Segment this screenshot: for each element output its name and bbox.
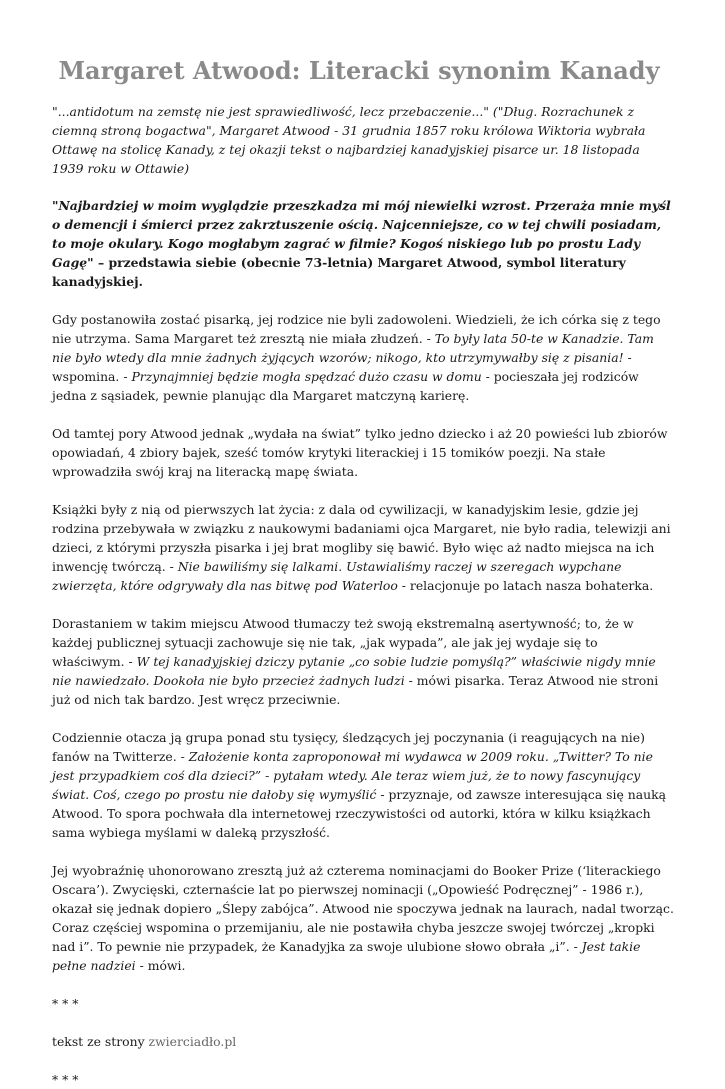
p6-quote-b: Jest takie pełne nadziei bbox=[52, 939, 641, 973]
p3-text-a: Książki były z nią od pierwszych lat życia: z dala od cywilizacji, w kanadyjskim lesie, gdzie jej rodzina przebywała w związku z naukowymi badaniami ojca Margaret, nie było radia, telewizji ani dzieci, z którymi przyszła pisarka i jej brat mogliby się bawić. Było więc aż nadto miejsca na ich inwencję twórczą. - bbox=[52, 502, 671, 574]
intro-quote: "...antidotum na zemstę nie jest sprawiedliwość, lecz przebaczenie..." ("Dług. Rozrachunek z ciemną stroną bogactwa", Margaret Atwood - 31 grudnia 1857 roku królowa Wiktoria wybrała Ottawę na stolicę Kanady, z tej okazji tekst o najbardziej kanadyjskiej pisarce ur. 18 listopada 1939 roku w Ottawie) bbox=[52, 104, 646, 176]
article bbox=[52, 0, 674, 1089]
p4-quote-b: W tej kanadyjskiej dziczy pytanie „co sobie ludzie pomyślą?” właściwie nigdy mnie nie nawiedzało. Dookoła nie było przecież żadnych ludzi bbox=[52, 654, 656, 688]
p4-text-a: Dorastaniem w takim miejscu Atwood tłumaczy też swoją ekstremalną asertywność; to, że w każdej publicznej sytuacji zachowuje się nie tak, „jak wypada”, ale jak jej wydaje się to właściwym. - bbox=[52, 616, 634, 669]
p6-text-c: - mówi. bbox=[135, 958, 186, 973]
source-line bbox=[52, 1032, 674, 1051]
p4-text-c: - mówi pisarka. Teraz Atwood nie stroni już od nich tak bardzo. Jest wręcz przeciwnie. bbox=[52, 673, 659, 707]
intro-paragraph bbox=[52, 102, 674, 178]
lead-rest: " – przedstawia siebie (obecnie 73-letnia) Margaret Atwood, symbol literatury kanadyjskiej. bbox=[52, 255, 626, 289]
p1-text-a: Gdy postanowiła zostać pisarką, jej rodzice nie byli zadowoleni. Wiedzieli, że ich córka się z tego nie utrzyma. Sama Margaret też zresztą nie miała złudzeń. - bbox=[52, 312, 661, 346]
paragraph-1 bbox=[52, 310, 674, 405]
lead-paragraph bbox=[52, 196, 674, 291]
paragraph-3 bbox=[52, 500, 674, 595]
paragraph-5 bbox=[52, 728, 674, 842]
p5-quote-b: - Założenie konta zaproponował mi wydawca w 2009 roku. „Twitter? To nie jest przypadkiem coś dla dzieci?” - pytałam wtedy. Ale teraz wiem już, że to nowy fascynujący świat. Coś, czego po prostu nie dałoby się wymyślić bbox=[52, 749, 653, 802]
source-label: tekst ze strony bbox=[52, 1034, 149, 1049]
paragraph-6 bbox=[52, 861, 674, 975]
p1-text-e: - pocieszała jej rodziców jedna z sąsiadek, pewnie planując dla Margaret matczyną karierę. bbox=[52, 369, 639, 403]
paragraph-4 bbox=[52, 614, 674, 709]
lead-quote: "Najbardziej w moim wyglądzie przeszkadza mi mój niewielki wzrost. Przeraża mnie myśl o demencji i śmierci przez zakrztuszenie ością. Najcenniejsze, co w tej chwili posiadam, to moje okulary. Kogo mogłabym zagrać w filmie? Kogoś niskiego lub po prostu Lady Gagę bbox=[52, 198, 671, 270]
separator-bottom: * * * bbox=[52, 1072, 79, 1087]
page-title: Margaret Atwood: Literacki synonim Kanady bbox=[58, 56, 660, 85]
p3-text-c: - relacjonuje po latach nasza bohaterka. bbox=[397, 578, 654, 593]
p5-text-c: - przyznaje, od zawsze interesująca się nauką Atwood. To spora pochwała dla internetowej rzeczywistości od autorki, która w kilku książkach sama wybiega myślami w daleką przyszłość. bbox=[52, 787, 667, 840]
p1-quote-d: Przynajmniej będzie mogła spędzać dużo czasu w domu bbox=[131, 369, 482, 384]
separator: * * * bbox=[52, 996, 79, 1011]
p1-text-c: - wspomina. - bbox=[52, 350, 632, 384]
paragraph-2: Od tamtej pory Atwood jednak „wydała na świat” tylko jedno dziecko i aż 20 powieści lub zbiorów opowiadań, 4 zbiory bajek, sześć tomów krytyki literackiej i 15 tomików poezji. Na stałe wprowadziła swój kraj na literacką mapę świata. bbox=[52, 426, 668, 479]
p3-quote-b: Nie bawiliśmy się lalkami. Ustawialiśmy raczej w szeregach wypchane zwierzęta, które odgrywały dla nas bitwę pod Waterloo bbox=[52, 559, 622, 593]
p6-text-a: Jej wyobraźnię uhonorowano zresztą już aż czterema nominacjami do Booker Prize (‘literackiego Oscara’). Zwycięski, czternaście lat po pierwszej nominacji („Opowieść Podręcznej” - 1986 r.), okazał się jednak dopiero „Ślepy zabójca”. Atwood nie spoczywa jednak na laurach, nadal tworząc. Coraz częściej wspomina o przemijaniu, ale nie postawiła chyba jeszcze swojej twórczej „kropki nad i”. To pewnie nie przypadek, że Kanadyjka za swoje ulubione słowo obrała „i”. - bbox=[52, 863, 674, 954]
p1-quote-b: To były lata 50-te w Kanadzie. Tam nie było wtedy dla mnie żadnych żyjących wzorów; nikogo, kto utrzymywałby się z pisania! bbox=[52, 331, 654, 365]
p5-text-a: Codziennie otacza ją grupa ponad stu tysięcy, śledzących jej poczynania (i reagujących na nie) fanów na Twitterze. bbox=[52, 730, 645, 764]
source-link[interactable]: zwierciadło.pl bbox=[148, 1034, 237, 1049]
